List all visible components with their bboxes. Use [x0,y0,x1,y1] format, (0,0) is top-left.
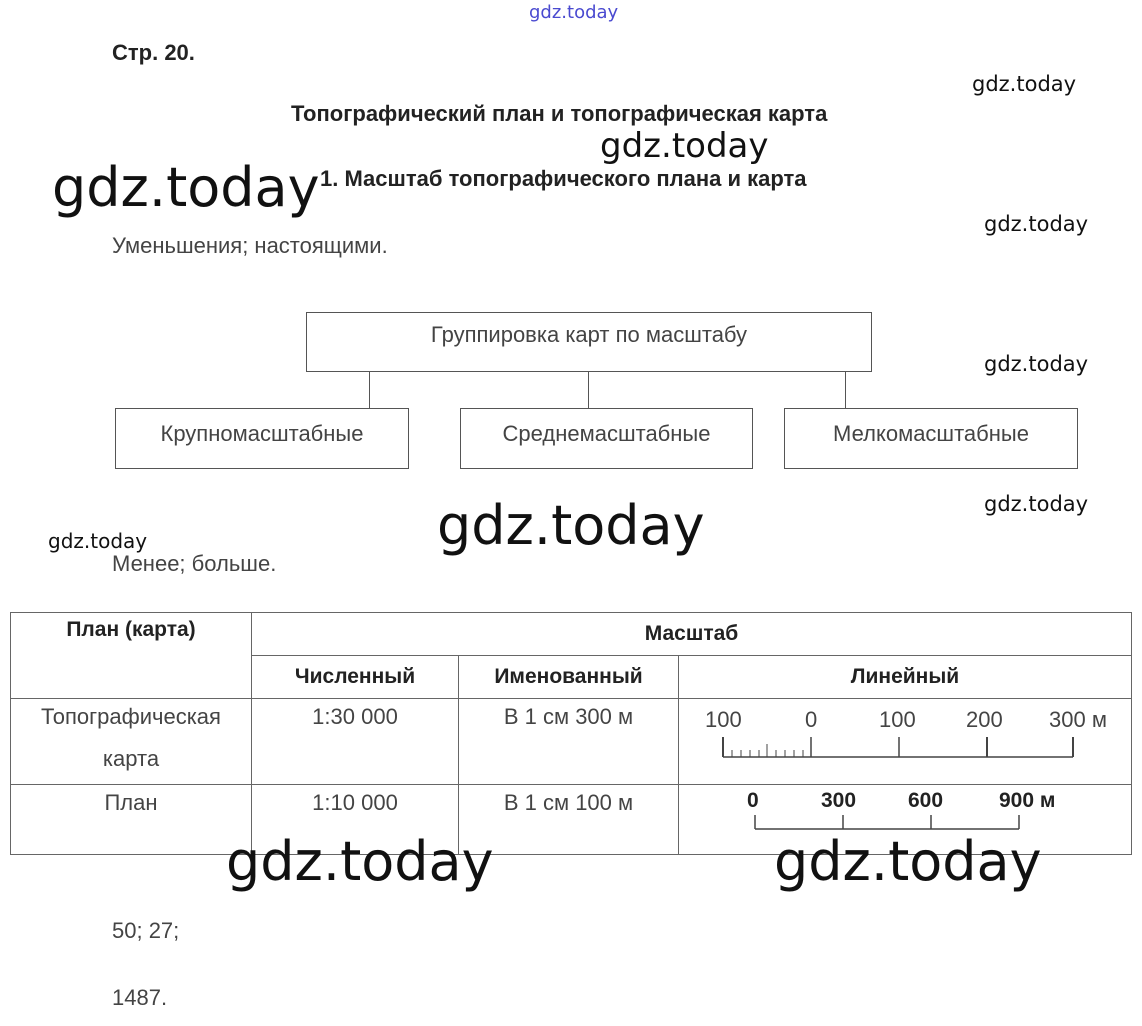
row-numeric-cell: 1:30 000 [252,699,459,785]
linear-label: 300 [821,789,857,812]
header-scale: Масштаб [252,613,1132,656]
watermark-top: gdz.today [529,2,619,23]
diagram-root-label: Группировка карт по масштабу [430,322,748,347]
subsection-title: 1. Масштаб топографического плана и карта [320,166,807,191]
diagram-root-box [306,312,872,372]
header-linear: Линейный [679,656,1132,699]
scale-table [10,612,1132,855]
answer-text-4: 1487. [112,985,168,1010]
row-name-line1: Топографическая [41,704,221,729]
row-name-line2: карта [102,746,160,771]
linear-label: 0 [805,707,818,732]
answer-text-2: Менее; больше. [112,551,277,576]
watermark-right-3: gdz.today [984,352,1089,376]
row-name-cell [11,699,252,785]
diagram-child-large-scale [115,408,409,469]
connector-middle [588,372,589,409]
linear-label: 600 [908,789,944,812]
table-row [11,699,1132,785]
linear-label: 100 [879,707,916,732]
diagram-child-label: Мелкомасштабные [833,421,1029,446]
watermark-left-small: gdz.today [48,529,148,553]
watermark-bottom-left: gdz.today [226,830,494,893]
watermark-right-1: gdz.today [972,72,1077,96]
row-numeric-cell: 1:10 000 [252,785,459,855]
watermark-right-2: gdz.today [984,212,1089,236]
connector-right [845,372,846,409]
diagram-child-small-scale [784,408,1078,469]
connector-left [369,372,370,409]
linear-label: 900 м [999,789,1056,812]
linear-scale-map [679,699,1131,783]
answer-text-1: Уменьшения; настоящими. [112,233,388,258]
linear-label: 200 [966,707,1003,732]
page-label: Стр. 20. [112,40,195,65]
row-named-cell: В 1 см 300 м [459,699,679,785]
row-linear-cell [679,699,1132,785]
linear-label: 300 м [1049,707,1107,732]
diagram-child-medium-scale [460,408,753,469]
section-title: Топографический план и топографическая карта [291,101,828,126]
header-numeric: Численный [252,656,459,699]
header-plan: План (карта) [11,613,252,699]
linear-label: 0 [747,789,759,812]
watermark-center-1: gdz.today [600,126,769,166]
watermark-bottom-right: gdz.today [774,830,1042,893]
answer-text-3: 50; 27; [112,918,180,943]
linear-scale-bar [679,699,1132,783]
diagram-child-label: Среднемасштабные [502,421,711,446]
watermark-right-4: gdz.today [984,492,1089,516]
watermark-left-large: gdz.today [52,156,320,219]
diagram-child-label: Крупномасштабные [160,421,364,446]
linear-label: 100 [705,707,742,732]
header-named: Именованный [459,656,679,699]
watermark-center-large: gdz.today [437,494,705,557]
row-name-cell: План [11,785,252,855]
row-named-cell: В 1 см 100 м [459,785,679,855]
